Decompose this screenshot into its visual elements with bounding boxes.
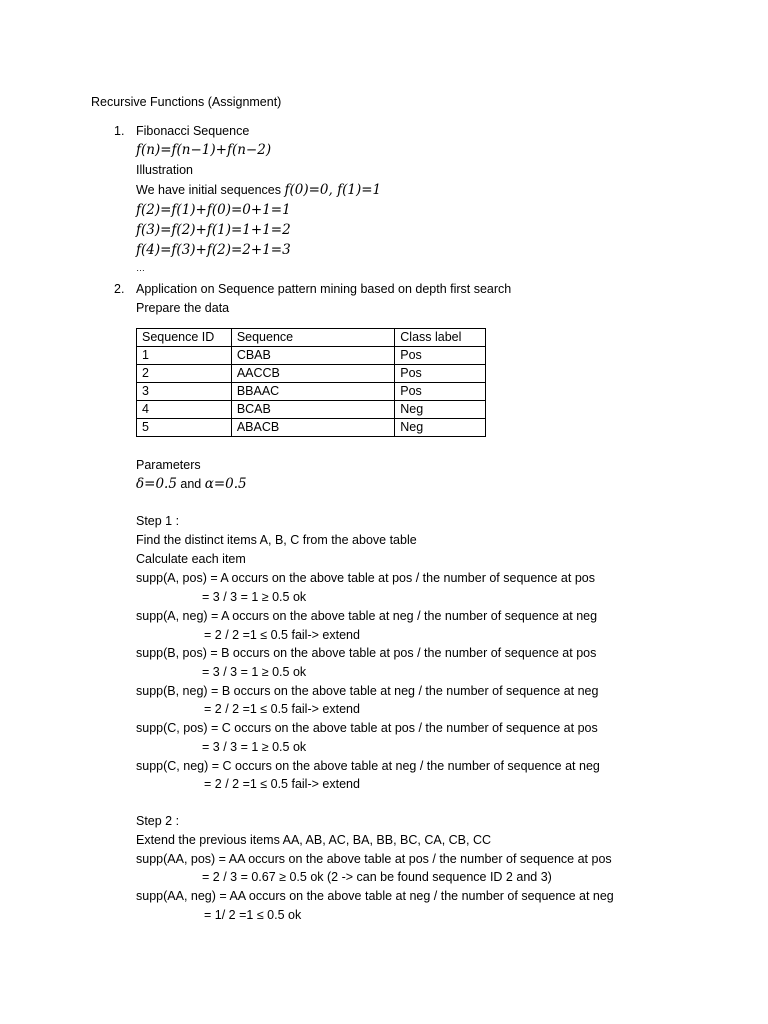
supp-a-pos: supp(A, pos) = A occurs on the above table at pos / the number of sequence at pos (136, 571, 595, 585)
table-row (137, 419, 486, 437)
cell-sequence-id: 3 (137, 383, 232, 401)
cell-sequence: AACCB (231, 365, 394, 383)
step-2-extend-items: Extend the previous items AA, AB, AC, BA, BB, BC, CA, CB, CC (136, 833, 492, 847)
supp-aa-neg-result: = 1/ 2 =1 ≤ 0.5 ok (204, 908, 302, 922)
cell-sequence-id: 2 (137, 365, 232, 383)
initial-sequences-line (136, 182, 381, 198)
fibonacci-formula: f(n)=f(n−1)+f(n−2) (136, 142, 272, 158)
cell-sequence-id: 5 (137, 419, 232, 437)
parameters-line (136, 476, 247, 492)
supp-c-neg-result: = 2 / 2 =1 ≤ 0.5 fail-> extend (204, 777, 360, 791)
supp-c-pos: supp(C, pos) = C occurs on the above table at pos / the number of sequence at pos (136, 721, 598, 735)
fibonacci-step-f4: f(4)=f(3)+f(2)=2+1=3 (136, 242, 291, 258)
cell-sequence: BBAAC (231, 383, 394, 401)
fibonacci-step-f2: f(2)=f(1)+f(0)=0+1=1 (136, 202, 291, 218)
fibonacci-ellipsis: … (136, 263, 145, 273)
header-sequence-id: Sequence ID (137, 329, 232, 347)
header-sequence: Sequence (231, 329, 394, 347)
document-title: Recursive Functions (Assignment) (91, 95, 282, 109)
initial-sequences-text: We have initial sequences (136, 183, 281, 197)
cell-sequence-id: 4 (137, 401, 232, 419)
step-1-find-items: Find the distinct items A, B, C from the above table (136, 533, 417, 547)
parameter-alpha: α=0.5 (204, 476, 247, 492)
step-1-calculate-label: Calculate each item (136, 552, 246, 566)
cell-class-label: Neg (395, 401, 486, 419)
table-header-row (137, 329, 486, 347)
step-2-title: Step 2 : (136, 814, 180, 828)
table-row (137, 401, 486, 419)
cell-class-label: Pos (395, 365, 486, 383)
header-class-label: Class label (395, 329, 486, 347)
supp-b-neg: supp(B, neg) = B occurs on the above table at neg / the number of sequence at neg (136, 684, 599, 698)
step-1-title: Step 1 : (136, 514, 180, 528)
cell-class-label: Pos (395, 347, 486, 365)
initial-sequences-math: f(0)=0, f(1)=1 (284, 182, 382, 198)
cell-sequence-id: 1 (137, 347, 232, 365)
supp-aa-pos-result: = 2 / 3 = 0.67 ≥ 0.5 ok (2 -> can be found sequence ID 2 and 3) (202, 870, 552, 884)
supp-aa-neg: supp(AA, neg) = AA occurs on the above table at neg / the number of sequence at neg (136, 889, 614, 903)
prepare-data-label: Prepare the data (136, 301, 230, 315)
parameters-label: Parameters (136, 458, 201, 472)
parameter-delta: δ=0.5 (136, 476, 177, 492)
supp-c-pos-result: = 3 / 3 = 1 ≥ 0.5 ok (202, 740, 307, 754)
illustration-label: Illustration (136, 163, 193, 177)
supp-b-pos-result: = 3 / 3 = 1 ≥ 0.5 ok (202, 665, 307, 679)
supp-c-neg: supp(C, neg) = C occurs on the above table at neg / the number of sequence at neg (136, 759, 600, 773)
parameters-and: and (180, 477, 202, 491)
cell-class-label: Pos (395, 383, 486, 401)
supp-a-pos-result: = 3 / 3 = 1 ≥ 0.5 ok (202, 590, 307, 604)
supp-b-pos: supp(B, pos) = B occurs on the above table at pos / the number of sequence at pos (136, 646, 597, 660)
section-2-number: 2. (114, 282, 125, 296)
supp-a-neg-result: = 2 / 2 =1 ≤ 0.5 fail-> extend (204, 628, 360, 642)
supp-aa-pos: supp(AA, pos) = AA occurs on the above table at pos / the number of sequence at pos (136, 852, 612, 866)
table-row (137, 347, 486, 365)
sequence-table (136, 328, 486, 437)
section-1-number: 1. (114, 124, 125, 138)
table-row (137, 365, 486, 383)
section-1-heading: Fibonacci Sequence (136, 124, 250, 138)
cell-class-label: Neg (395, 419, 486, 437)
cell-sequence: ABACB (231, 419, 394, 437)
table-row (137, 383, 486, 401)
fibonacci-step-f3: f(3)=f(2)+f(1)=1+1=2 (136, 222, 291, 238)
section-2-heading: Application on Sequence pattern mining based on depth first search (136, 282, 512, 296)
cell-sequence: BCAB (231, 401, 394, 419)
supp-a-neg: supp(A, neg) = A occurs on the above table at neg / the number of sequence at neg (136, 609, 598, 623)
supp-b-neg-result: = 2 / 2 =1 ≤ 0.5 fail-> extend (204, 702, 360, 716)
cell-sequence: CBAB (231, 347, 394, 365)
